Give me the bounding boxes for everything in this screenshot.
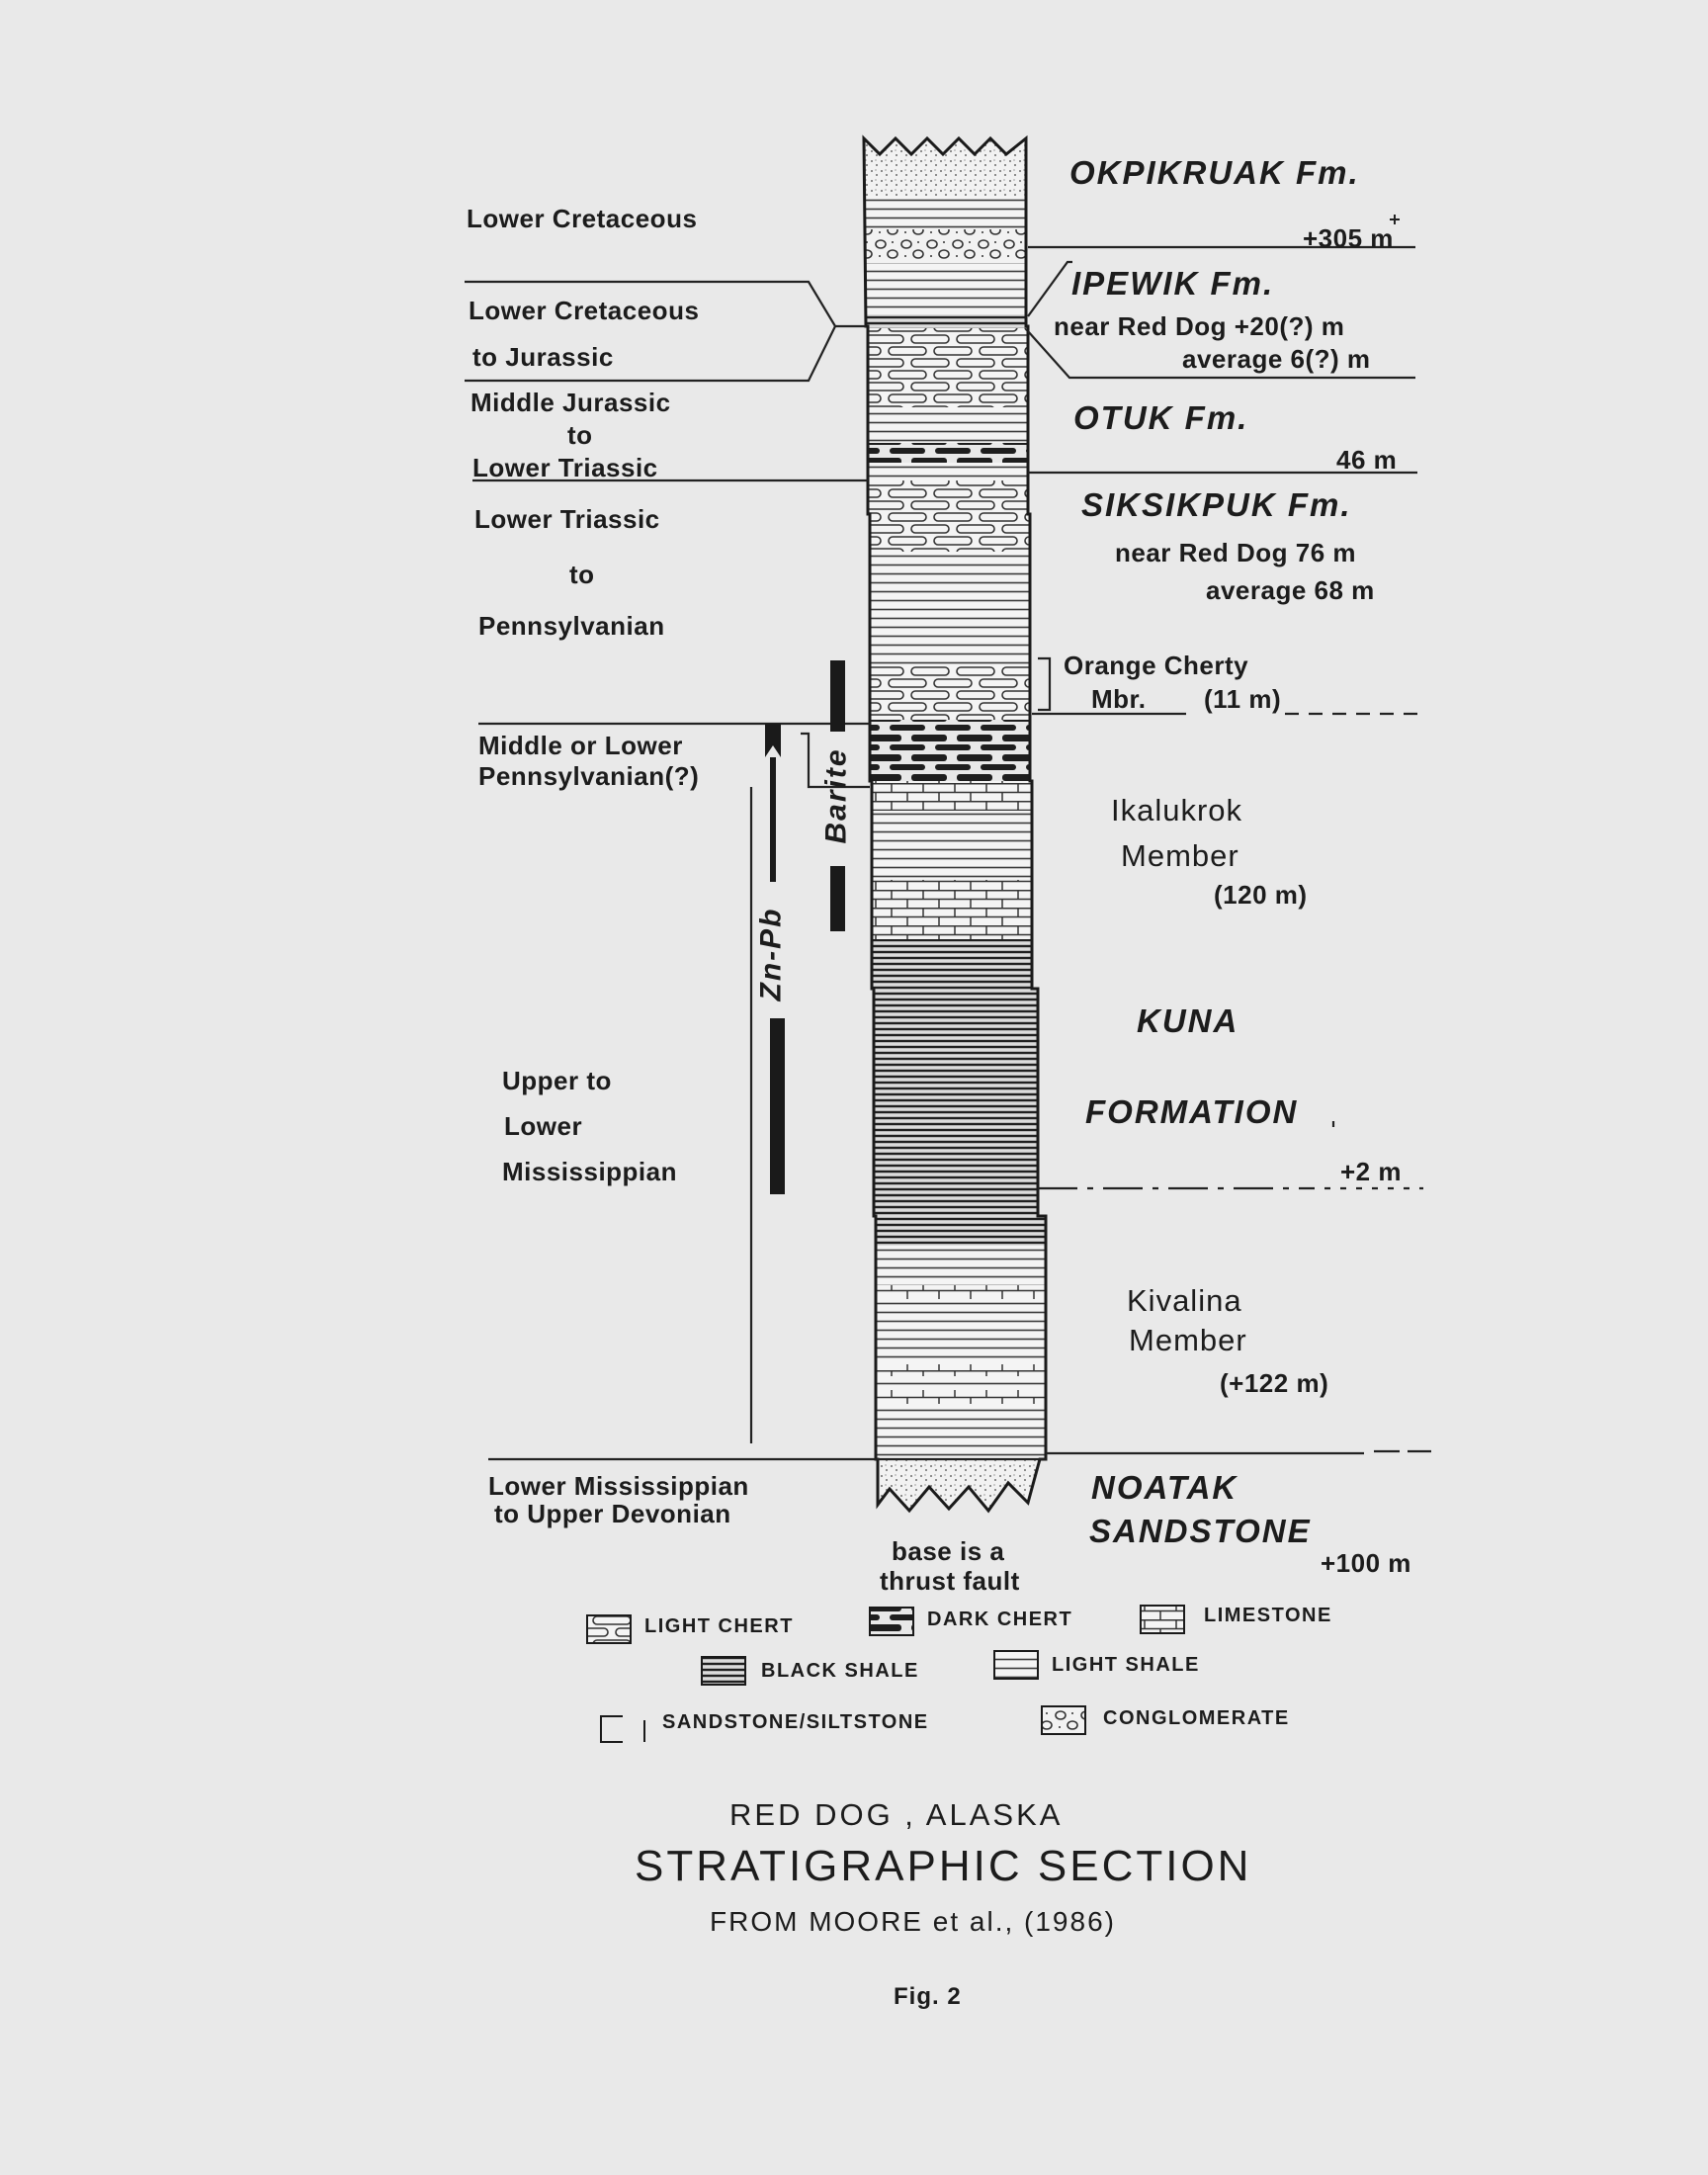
age-upper-mississippian-line1: Upper to bbox=[502, 1066, 612, 1095]
otuk-thickness: 46 m bbox=[1336, 445, 1398, 475]
age-upper-mississippian-line2: Lower bbox=[504, 1111, 583, 1141]
orange-cherty-line1: Orange Cherty bbox=[1064, 651, 1249, 680]
light-shale-swatch bbox=[994, 1651, 1038, 1679]
age-lower-triassic-line3: Pennsylvanian bbox=[478, 611, 665, 641]
legend-sandstone-siltstone: SANDSTONE/SILTSTONE bbox=[662, 1711, 929, 1733]
age-lower-cretaceous-jurassic-line1: Lower Cretaceous bbox=[469, 296, 700, 325]
age-middle-jurassic-line3: Lower Triassic bbox=[472, 453, 658, 482]
black-shale-swatch bbox=[702, 1657, 745, 1685]
kuna-formation-line1: KUNA bbox=[1137, 1002, 1239, 1039]
formation-okpikruak: OKPIKRUAK Fm. bbox=[1069, 154, 1360, 191]
dark-chert-swatch bbox=[870, 1608, 913, 1635]
kivalina-line1: Kivalina bbox=[1127, 1283, 1242, 1318]
legend-dark-chert: DARK CHERT bbox=[927, 1609, 1073, 1630]
orange-cherty-line2: Mbr. bbox=[1091, 684, 1147, 714]
ikalukrok-line2: Member bbox=[1121, 838, 1239, 873]
ikalukrok-thickness: (120 m) bbox=[1214, 880, 1308, 910]
caption-title: STRATIGRAPHIC SECTION bbox=[635, 1842, 1252, 1890]
ipewik-thickness-line2: average 6(?) m bbox=[1182, 344, 1371, 374]
conglomerate-swatch bbox=[1042, 1706, 1085, 1734]
legend-limestone: LIMESTONE bbox=[1204, 1605, 1332, 1626]
formation-otuk: OTUK Fm. bbox=[1073, 399, 1249, 436]
age-lower-mississippian-line2: to Upper Devonian bbox=[494, 1499, 731, 1528]
siksikpuk-thickness-line2: average 68 m bbox=[1206, 575, 1375, 605]
kivalina-thickness: (+122 m) bbox=[1220, 1368, 1329, 1398]
limestone-swatch bbox=[1141, 1606, 1184, 1633]
noatak-line2: SANDSTONE bbox=[1089, 1513, 1312, 1549]
noatak-line1: NOATAK bbox=[1091, 1469, 1238, 1506]
legend-black-shale: BLACK SHALE bbox=[761, 1660, 919, 1682]
age-lower-mississippian-line1: Lower Mississippian bbox=[488, 1471, 749, 1501]
kivalina-line2: Member bbox=[1129, 1323, 1247, 1357]
caption-source: FROM MOORE et al., (1986) bbox=[710, 1906, 1116, 1937]
formation-siksikpuk: SIKSIKPUK Fm. bbox=[1081, 486, 1352, 523]
orange-cherty-thickness: (11 m) bbox=[1204, 684, 1282, 714]
figure-number: Fig. 2 bbox=[894, 1983, 962, 2010]
age-middle-pennsylvanian-line1: Middle or Lower bbox=[478, 731, 683, 760]
age-middle-jurassic-line1: Middle Jurassic bbox=[470, 388, 671, 417]
age-middle-jurassic-line2: to bbox=[567, 420, 593, 450]
ikalukrok-line1: Ikalukrok bbox=[1111, 793, 1243, 827]
siksikpuk-thickness-line1: near Red Dog 76 m bbox=[1115, 538, 1357, 567]
age-lower-cretaceous: Lower Cretaceous bbox=[467, 204, 698, 233]
sandstone-swatch bbox=[601, 1716, 623, 1742]
okpikruak-thickness: +305 m bbox=[1303, 223, 1394, 253]
noatak-thickness: +100 m bbox=[1321, 1548, 1411, 1578]
age-upper-mississippian-line3: Mississippian bbox=[502, 1157, 677, 1186]
light-chert-swatch bbox=[587, 1615, 631, 1643]
caption-location: RED DOG , ALASKA bbox=[729, 1797, 1064, 1832]
age-lower-cretaceous-jurassic-line2: to Jurassic bbox=[472, 342, 614, 372]
base-note-line1: base is a bbox=[892, 1536, 1005, 1566]
legend-light-chert: LIGHT CHERT bbox=[644, 1615, 794, 1637]
formation-ipewik: IPEWIK Fm. bbox=[1071, 265, 1275, 302]
base-note-line2: thrust fault bbox=[880, 1566, 1020, 1596]
legend-conglomerate: CONGLOMERATE bbox=[1103, 1707, 1290, 1729]
kuna-thickness: +2 m bbox=[1340, 1157, 1402, 1186]
barite-label: Barite bbox=[819, 747, 853, 844]
ipewik-thickness-line1: near Red Dog +20(?) m bbox=[1054, 311, 1345, 341]
kuna-formation-line2: FORMATION bbox=[1085, 1093, 1299, 1130]
age-lower-triassic-line1: Lower Triassic bbox=[474, 504, 660, 534]
age-middle-pennsylvanian-line2: Pennsylvanian(?) bbox=[478, 761, 700, 791]
age-lower-triassic-line2: to bbox=[569, 560, 595, 589]
legend-light-shale: LIGHT SHALE bbox=[1052, 1654, 1200, 1676]
zn-pb-label: Zn-Pb bbox=[754, 907, 788, 1001]
